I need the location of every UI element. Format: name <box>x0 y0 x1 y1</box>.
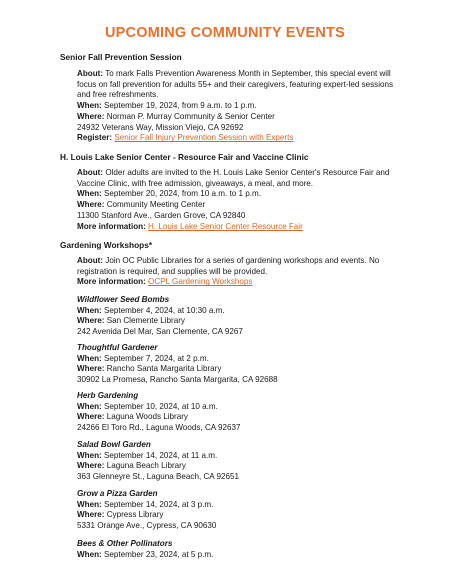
workshop-entry <box>77 489 402 532</box>
when-line <box>77 306 402 317</box>
when-value: September 14, 2024, at 3 p.m. <box>103 499 214 509</box>
where-line <box>77 112 402 123</box>
section-body-resource-fair <box>77 168 402 232</box>
about-label: About: <box>77 69 104 78</box>
when-line <box>77 354 402 365</box>
workshop-entry <box>77 295 402 338</box>
more-info-link[interactable]: OCPL Gardening Workshops <box>148 277 253 287</box>
where-label: Where: <box>77 461 105 471</box>
when-line <box>77 500 402 511</box>
when-label: When: <box>77 101 102 111</box>
address-line: 30902 La Promesa, Rancho Santa Margarita, CA 92688 <box>77 375 278 385</box>
where-value: San Clemente Library <box>106 316 185 326</box>
where-value: Rancho Santa Margarita Library <box>106 364 222 374</box>
where-label: Where: <box>77 510 105 520</box>
address-line: 363 Glenneyre St., Laguna Beach, CA 92651 <box>77 472 239 482</box>
when-label: When: <box>77 499 102 509</box>
when-label: When: <box>77 305 102 315</box>
page-title: UPCOMING COMMUNITY EVENTS <box>105 25 345 41</box>
when-value: September 20, 2024, from 10 a.m. to 1 p.m. <box>103 189 261 199</box>
more-info-link[interactable]: H. Louis Lake Senior Center Resource Fair <box>148 221 303 231</box>
more-info-line <box>77 277 402 288</box>
workshop-entry <box>77 343 402 386</box>
about-text: To mark Falls Prevention Awareness Month in September, this special event will focus on fall prevention for adults 55+ and their caregivers, featuring expert-led sessions and free refreshments. <box>77 69 394 100</box>
address-line: 24266 El Toro Rd., Laguna Woods, CA 92637 <box>77 423 241 433</box>
register-label: Register: <box>77 133 113 143</box>
workshop-title: Bees & Other Pollinators <box>77 539 173 548</box>
when-value: September 23, 2024, at 5 p.m. <box>103 549 214 559</box>
where-line <box>77 364 402 375</box>
section-body-fall-prevention <box>77 69 402 144</box>
where-line <box>77 510 402 521</box>
about-label: About: <box>77 168 104 177</box>
about-label: About: <box>77 256 104 265</box>
section-heading-fall-prevention: Senior Fall Prevention Session <box>60 52 182 62</box>
about-paragraph <box>77 69 402 101</box>
when-value: September 19, 2024, from 9 a.m. to 1 p.m. <box>103 101 257 111</box>
where-label: Where: <box>77 200 105 210</box>
workshop-title: Herb Gardening <box>77 391 139 400</box>
workshop-entry <box>77 539 402 560</box>
about-paragraph <box>77 256 402 277</box>
when-line <box>77 101 402 112</box>
more-info-line <box>77 222 402 233</box>
section-body-gardening <box>77 256 402 288</box>
where-value: Laguna Woods Library <box>106 412 188 422</box>
where-line <box>77 412 402 423</box>
when-label: When: <box>77 189 102 199</box>
when-label: When: <box>77 549 102 559</box>
address-line: 24932 Veterans Way, Mission Viejo, CA 92692 <box>77 122 244 132</box>
workshop-title: Thoughtful Gardener <box>77 343 158 352</box>
when-label: When: <box>77 353 102 363</box>
when-value: September 4, 2024, at 10:30 a.m. <box>103 305 225 315</box>
where-label: Where: <box>77 316 105 326</box>
register-line <box>77 133 402 144</box>
register-link[interactable]: Senior Fall Injury Prevention Session with Experts <box>114 133 294 143</box>
where-value: Laguna Beach Library <box>106 461 186 471</box>
when-label: When: <box>77 450 102 460</box>
when-value: September 14, 2024, at 11 a.m. <box>103 450 218 460</box>
where-label: Where: <box>77 111 105 121</box>
where-value: Cypress Library <box>106 510 164 520</box>
when-line <box>77 402 402 413</box>
workshop-entry <box>77 440 402 483</box>
address-line: 11300 Stanford Ave., Garden Grove, CA 92840 <box>77 210 246 220</box>
section-heading-resource-fair: H. Louis Lake Senior Center - Resource Fair and Vaccine Clinic <box>60 152 309 162</box>
workshop-title: Salad Bowl Garden <box>77 440 151 449</box>
more-info-label: More information: <box>77 221 146 231</box>
address-line: 5331 Orange Ave., Cypress, CA 90630 <box>77 521 217 531</box>
where-label: Where: <box>77 364 105 374</box>
workshop-entry <box>77 391 402 434</box>
where-value: Norman P. Murray Community & Senior Center <box>106 111 275 121</box>
where-line <box>77 461 402 472</box>
section-heading-gardening: Gardening Workshops* <box>60 240 153 250</box>
when-label: When: <box>77 401 102 411</box>
where-line <box>77 200 402 211</box>
address-line: 242 Avenida Del Mar, San Clemente, CA 9267 <box>77 327 243 337</box>
workshop-title: Grow a Pizza Garden <box>77 489 158 498</box>
more-info-label: More information: <box>77 277 146 287</box>
about-paragraph <box>77 168 402 189</box>
when-value: September 7, 2024, at 2 p.m. <box>103 353 209 363</box>
when-line <box>77 550 402 561</box>
when-line <box>77 451 402 462</box>
where-value: Community Meeting Center <box>106 200 206 210</box>
where-line <box>77 316 402 327</box>
workshop-title: Wildflower Seed Bombs <box>77 295 170 304</box>
about-text: Join OC Public Libraries for a series of gardening workshops and events. No registration is required, and supplies will be provided. <box>77 256 380 276</box>
when-line <box>77 189 402 200</box>
about-text: Older adults are invited to the H. Louis Lake Senior Center's Resource Fair and Vaccine Clinic, with free admission, giveaways, a meal, and more. <box>77 168 390 188</box>
where-label: Where: <box>77 412 105 422</box>
when-value: September 10, 2024, at 10 a.m. <box>103 401 218 411</box>
